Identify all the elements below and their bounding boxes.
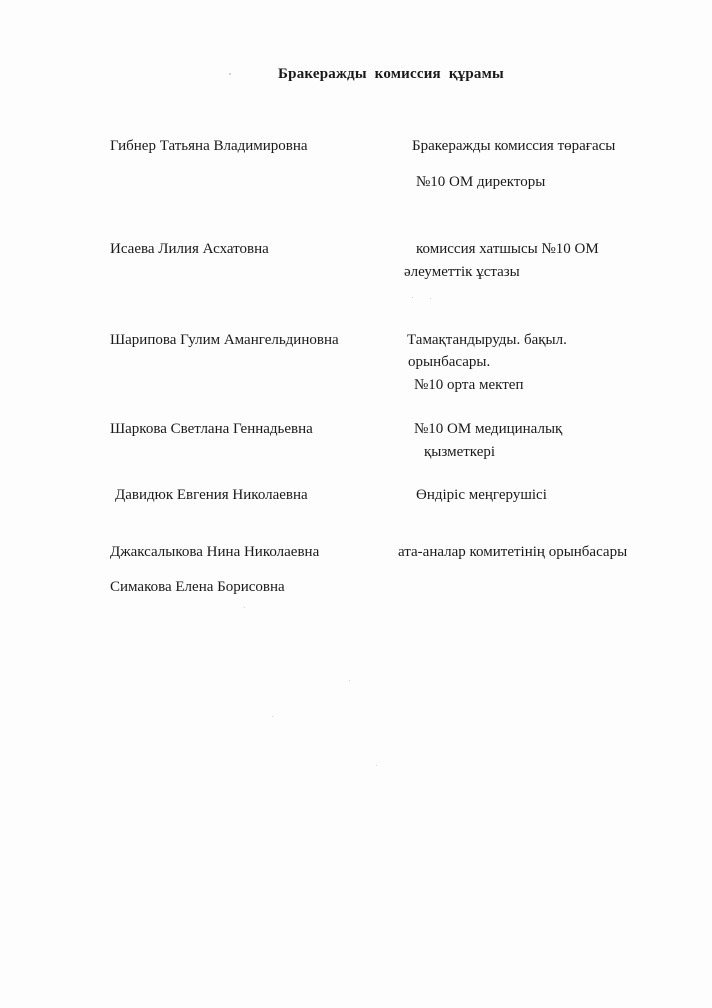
member-role-line: №10 ОМ директоры <box>416 174 546 190</box>
member-role-line: №10 орта мектеп <box>414 377 524 393</box>
member-name: Джаксалыкова Нина Николаевна <box>110 544 320 560</box>
scan-speck <box>376 765 377 766</box>
member-role-line: орынбасары. <box>408 354 491 370</box>
member-role-line: әлеуметтік ұстазы <box>404 264 520 280</box>
member-role-line: №10 ОМ медициналық <box>414 421 563 437</box>
member-name: Симакова Елена Борисовна <box>110 579 285 595</box>
scan-speck <box>272 716 273 717</box>
member-name: Исаева Лилия Асхатовна <box>110 241 269 257</box>
scan-speck <box>430 298 431 299</box>
scan-speck <box>229 73 231 75</box>
member-role-line: Тамақтандыруды. бақыл. <box>407 332 567 348</box>
member-name: Шаркова Светлана Геннадьевна <box>110 421 313 437</box>
scan-speck <box>412 297 413 298</box>
member-role-line: Өндіріс меңгерушісі <box>416 487 547 503</box>
scan-speck <box>244 607 245 608</box>
member-name: Давидюк Евгения Николаевна <box>115 487 308 503</box>
member-role-line: комиссия хатшысы №10 ОМ <box>416 241 599 257</box>
document-title: Бракеражды комиссия құрамы <box>278 66 504 82</box>
member-role-line: ата-аналар комитетінің орынбасары <box>398 544 628 560</box>
member-name: Шарипова Гулим Амангельдиновна <box>110 332 339 348</box>
scan-speck <box>349 680 350 681</box>
member-role-line: Бракеражды комиссия төрағасы <box>412 138 616 154</box>
member-name: Гибнер Татьяна Владимировна <box>110 138 308 154</box>
member-role-line: қызметкері <box>424 444 496 460</box>
